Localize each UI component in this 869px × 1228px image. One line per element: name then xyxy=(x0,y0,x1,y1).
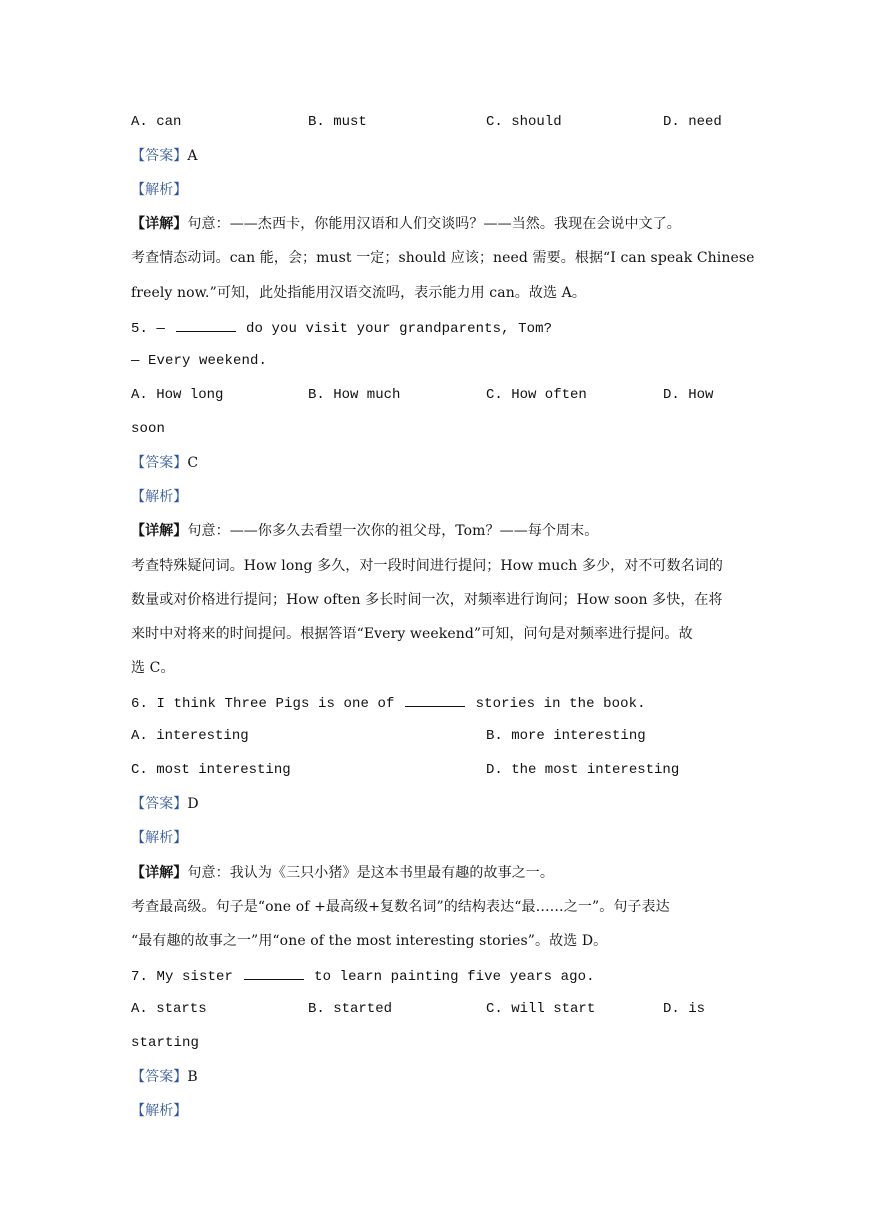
q4-options xyxy=(131,112,751,132)
analysis-label: 【解析】 xyxy=(131,182,188,198)
q4-detail-line xyxy=(131,214,741,234)
q4-detail-line: freely now.”可知，此处指能用汉语交流吗，表示能力用 can。故选 A。 xyxy=(131,285,586,301)
q4-option-c: C. should xyxy=(486,114,562,130)
q5-stem-post: do you visit your grandparents, Tom? xyxy=(246,321,553,337)
q5-reply: — Every weekend. xyxy=(131,353,268,369)
q5-detail-line: 数量或对价格进行提问；How often 多长时间一次，对频率进行询问；How soon 多快，在将 xyxy=(131,592,723,608)
q4-answer xyxy=(131,146,741,166)
q5-detail-line: 选 C。 xyxy=(131,660,175,676)
q4-option-a: A. can xyxy=(131,114,182,130)
q7-analysis xyxy=(131,1101,741,1121)
q5-option-wrap: soon xyxy=(131,421,166,437)
answer-blank xyxy=(405,692,465,707)
answer-value: B xyxy=(187,1069,198,1085)
analysis-label: 【解析】 xyxy=(131,489,188,505)
q5-option-a: A. How long xyxy=(131,387,224,403)
q6-stem-pre: 6. I think Three Pigs is one of xyxy=(131,696,395,712)
q6-detail-line: “最有趣的故事之一”用“one of the most interesting stories”。故选 D。 xyxy=(131,933,608,949)
q7-option-b: B. started xyxy=(308,1001,393,1017)
detail-text: 句意：——你多久去看望一次你的祖父母，Tom？——每个周末。 xyxy=(187,523,599,539)
q7-option-a: A. starts xyxy=(131,1001,207,1017)
q7-option-d: D. is xyxy=(663,1001,706,1017)
answer-blank xyxy=(244,965,304,980)
q5-answer xyxy=(131,453,741,473)
detail-text: 句意：我认为《三只小猪》是这本书里最有趣的故事之一。 xyxy=(187,865,555,881)
q6-stem-post: stories in the book. xyxy=(475,696,646,712)
q6-stem xyxy=(131,692,741,712)
answer-blank xyxy=(176,317,236,332)
q6-option-b: B. more interesting xyxy=(486,728,646,744)
q6-detail-line: 考查最高级。句子是“one of +最高级+复数名词”的结构表达“最……之一”。句子表达 xyxy=(131,899,670,915)
answer-value: A xyxy=(187,148,198,164)
q5-detail-line: 考查特殊疑问词。How long 多久，对一段时间进行提问；How much 多少，对不可数名词的 xyxy=(131,558,723,574)
answer-value: C xyxy=(187,455,199,471)
answer-label: 【答案】 xyxy=(131,1069,188,1085)
detail-text: 句意：——杰西卡，你能用汉语和人们交谈吗？——当然。我现在会说中文了。 xyxy=(187,216,681,232)
q4-option-d: D. need xyxy=(663,114,722,130)
q4-option-b: B. must xyxy=(308,114,367,130)
q5-detail-line: 来时中对将来的时间提问。根据答语“Every weekend”可知，问句是对频率进行提问。故 xyxy=(131,626,693,642)
answer-label: 【答案】 xyxy=(131,796,188,812)
detail-label: 【详解】 xyxy=(131,523,188,539)
q7-stem xyxy=(131,965,741,985)
q7-options xyxy=(131,999,751,1019)
q6-options-row2 xyxy=(131,760,751,780)
q6-option-c: C. most interesting xyxy=(131,762,291,778)
analysis-label: 【解析】 xyxy=(131,1103,188,1119)
q6-analysis xyxy=(131,828,741,848)
q5-stem-pre: 5. — xyxy=(131,321,166,337)
q5-option-c: C. How often xyxy=(486,387,587,403)
q6-option-a: A. interesting xyxy=(131,728,249,744)
q6-option-d: D. the most interesting xyxy=(486,762,680,778)
q4-detail-line: 考查情态动词。can 能，会；must 一定；should 应该；need 需要。根据“I can speak Chinese xyxy=(131,250,755,266)
q7-stem-pre: 7. My sister xyxy=(131,969,234,985)
q5-options xyxy=(131,385,751,405)
q5-option-d: D. How xyxy=(663,387,714,403)
q7-option-c: C. will start xyxy=(486,1001,596,1017)
q6-answer xyxy=(131,794,741,814)
answer-label: 【答案】 xyxy=(131,455,188,471)
analysis-label: 【解析】 xyxy=(131,830,188,846)
q5-analysis xyxy=(131,487,741,507)
q7-option-wrap: starting xyxy=(131,1035,200,1051)
q5-stem xyxy=(131,317,741,337)
q5-option-b: B. How much xyxy=(308,387,401,403)
detail-label: 【详解】 xyxy=(131,865,188,881)
q6-detail-line xyxy=(131,863,741,883)
q7-stem-post: to learn painting five years ago. xyxy=(314,969,595,985)
q6-options-row1 xyxy=(131,726,751,746)
q7-answer xyxy=(131,1067,741,1087)
q5-detail-line xyxy=(131,521,741,541)
answer-value: D xyxy=(187,796,199,812)
answer-label: 【答案】 xyxy=(131,148,188,164)
q4-analysis xyxy=(131,180,741,200)
detail-label: 【详解】 xyxy=(131,216,188,232)
